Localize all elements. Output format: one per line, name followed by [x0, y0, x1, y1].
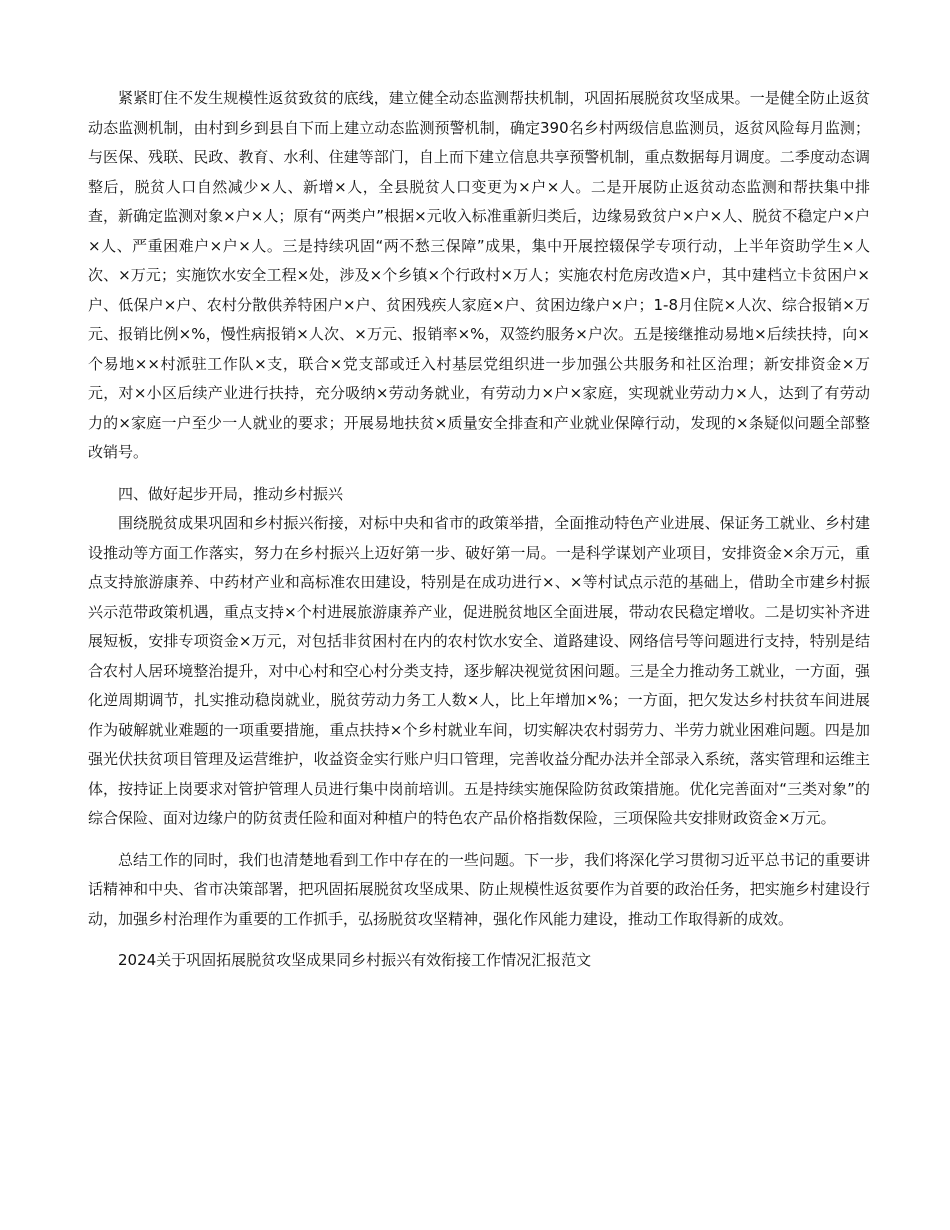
- section-heading-rural-revitalization: 四、做好起步开局，推动乡村振兴: [118, 484, 344, 503]
- paragraph-summary: 总结工作的同时，我们也清楚地看到工作中存在的一些问题。下一步，我们将深化学习贯彻习近平总书记的重要讲话精神和中央、省市决策部署，把巩固拓展脱贫攻坚成果、防止规模性返贫要作为首要的政治任务，把实施乡村建设行动，加强乡村治理作为重要的工作抓手，弘扬脱贫攻坚精神，强化作风能力建设，推动工作取得新的成效。: [88, 850, 870, 928]
- document-body: [88, 84, 870, 976]
- document-title-line: 2024关于巩固拓展脱贫攻坚成果同乡村振兴有效衔接工作情况汇报范文: [118, 951, 592, 969]
- paragraph-monitoring: 紧紧盯住不发生规模性返贫致贫的底线，建立健全动态监测帮扶机制，巩固拓展脱贫攻坚成果。一是健全防止返贫动态监测机制，由村到乡到县自下而上建立动态监测预警机制，确定390名乡村两级信息监测员，返贫风险每月监测；与医保、残联、民政、教育、水利、住建等部门，自上而下建立信息共享预警机制，重点数据每月调度。二季度动态调整后，脱贫人口自然减少×人、新增×人，全县脱贫人口变更为×户×人。二是开展防止返贫动态监测和帮扶集中排查，新确定监测对象×户×人；原有“两类户”根据×元收入标准重新归类后，边缘易致贫户×户×人、脱贫不稳定户×户×人、严重困难户×户×人。三是持续巩固“两不愁三保障”成果，集中开展控辍保学专项行动，上半年资助学生×人次、×万元；实施饮水安全工程×处，涉及×个乡镇×个行政村×万人；实施农村危房改造×户，其中建档立卡贫困户×户、低保户×户、农村分散供养特困户×户、贫困残疾人家庭×户、贫困边缘户×户；1-8月住院×人次、综合报销×万元、报销比例×%，慢性病报销×人次、×万元、报销率×%，双签约服务×户次。五是接继推动易地×后续扶持，向×个易地××村派驻工作队×支，联合×党支部或迁入村基层党组织进一步加强公共服务和社区治理；新安排资金×万元，对×小区后续产业进行扶持，充分吸纳×劳动务就业，有劳动力×户×家庭，实现就业劳动力×人，达到了有劳动力的×家庭一户至少一人就业的要求；开展易地扶贫×质量安全排查和产业就业保障行动，发现的×条疑似问题全部整改销号。: [88, 89, 870, 461]
- paragraph-revitalization: 围绕脱贫成果巩固和乡村振兴衔接，对标中央和省市的政策举措，全面推动特色产业进展、保证务工就业、乡村建设推动等方面工作落实，努力在乡村振兴上迈好第一步、破好第一局。一是科学谋划产业项目，安排资金×余万元，重点支持旅游康养、中药材产业和高标准农田建设，特别是在成功进行×、×等村试点示范的基础上，借助全市建乡村振兴示范带政策机遇，重点支持×个村进展旅游康养产业，促进脱贫地区全面进展，带动农民稳定增收。二是切实补齐进展短板，安排专项资金×万元，对包括非贫困村在内的农村饮水安全、道路建设、网络信号等问题进行支持，特别是结合农村人居环境整治提升，对中心村和空心村分类支持，逐步解决视觉贫困问题。三是全力推动务工就业，一方面，强化逆周期调节，扎实推动稳岗就业，脱贫劳动力务工人数×人，比上年增加×%；一方面，把欠发达乡村扶贫车间进展作为破解就业难题的一项重要措施，重点扶持×个乡村就业车间，切实解决农村弱劳力、半劳力就业困难问题。四是加强光伏扶贫项目管理及运营维护，收益资金实行账户归口管理，完善收益分配办法并全部录入系统，落实管理和运维主体，按持证上岗要求对管护管理人员进行集中岗前培训。五是持续实施保险防贫政策措施。优化完善面对“三类对象”的综合保险、面对边缘户的防贫责任险和面对种植户的特色农产品价格指数保险，三项保险共安排财政资金×万元。: [88, 514, 870, 827]
